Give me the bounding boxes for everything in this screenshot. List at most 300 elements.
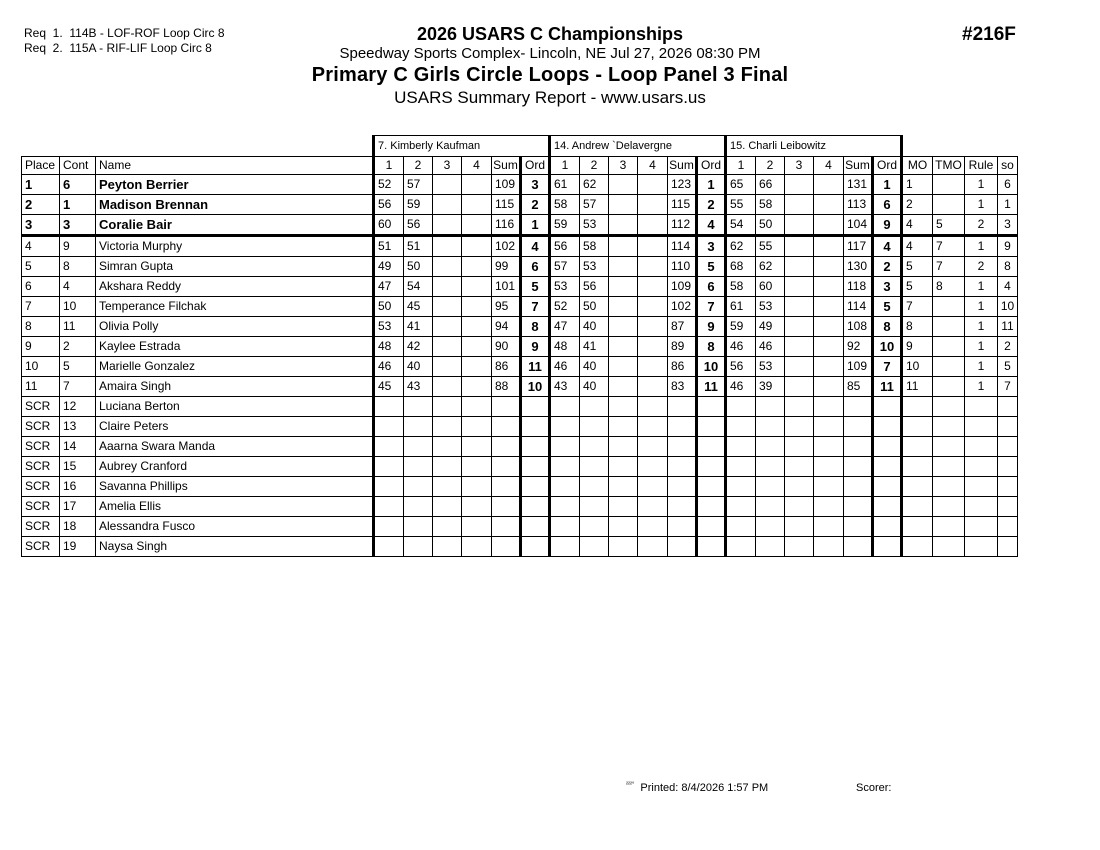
judge-2-score-cell: 58: [550, 195, 580, 215]
judge-2-score-cell: 40: [580, 317, 609, 337]
judge-2-ordinal-cell: [697, 517, 726, 537]
judge-3-score-cell: [785, 537, 814, 557]
table-row: [22, 417, 1018, 437]
judge-1-sum-cell: 102: [492, 236, 521, 257]
judge-2-sum-cell: [668, 537, 697, 557]
judge-1-score-cell: [462, 337, 492, 357]
tmo-cell: [933, 437, 965, 457]
judge-2-score-cell: [638, 397, 668, 417]
mo-cell: [902, 517, 933, 537]
contestant-number-cell: 3: [60, 215, 96, 236]
judge-3-score-cell: [726, 497, 756, 517]
judge-2-sum-cell: 109: [668, 277, 697, 297]
judge-3-score-cell: [814, 297, 844, 317]
judge-1-score-cell: 47: [374, 277, 404, 297]
judge-1-ordinal-cell: [521, 537, 550, 557]
table-row: [22, 477, 1018, 497]
so-cell: 10: [998, 297, 1018, 317]
judge-1-ordinal-cell: [521, 457, 550, 477]
judge-2-score-cell: [638, 497, 668, 517]
judge-1-score-cell: 59: [404, 195, 433, 215]
judge-3-score-cell: [814, 517, 844, 537]
judge-3-score-cell: [814, 337, 844, 357]
judge-3-score-cell: [756, 477, 785, 497]
judge-1-sum-cell: [492, 477, 521, 497]
tmo-cell: 7: [933, 236, 965, 257]
printed-date: Printed: 8/4/2026 1:57 PM: [640, 782, 769, 794]
judge-1-score-cell: [433, 337, 462, 357]
judge-2-score-cell: [609, 215, 638, 236]
so-cell: 6: [998, 175, 1018, 195]
judge-1-sum-cell: 101: [492, 277, 521, 297]
mo-cell: 8: [902, 317, 933, 337]
place-cell: SCR: [22, 477, 60, 497]
place-cell: 9: [22, 337, 60, 357]
judge-1-score-cell: [433, 397, 462, 417]
judge-1-sum-cell: 116: [492, 215, 521, 236]
skater-name-cell: Savanna Phillips: [96, 477, 374, 497]
judge-1-sum-cell: 88: [492, 377, 521, 397]
judge-1-score-cell: [433, 537, 462, 557]
judge-3-score-cell: [785, 297, 814, 317]
judge-3-score-cell: 55: [726, 195, 756, 215]
place-cell: 5: [22, 257, 60, 277]
skater-name-cell: Aubrey Cranford: [96, 457, 374, 477]
judge-3-score-cell: [756, 537, 785, 557]
judge-2-score-cell: [550, 417, 580, 437]
judge-3-sum-cell: 104: [844, 215, 873, 236]
judge-3-ordinal-cell: 7: [873, 357, 902, 377]
judge-3-score-cell: 39: [756, 377, 785, 397]
judge-2-score-cell: [638, 257, 668, 277]
judge-1-score-cell: [404, 537, 433, 557]
judge-3-sum-cell: [844, 397, 873, 417]
judge-1-score-cell: [462, 417, 492, 437]
judge-2-score-cell: [609, 357, 638, 377]
judge-1-sum-cell: [492, 437, 521, 457]
judge-2-score-cell: 48: [550, 337, 580, 357]
judge-3-ordinal-cell: 6: [873, 195, 902, 215]
judge-2-score-cell: 58: [580, 236, 609, 257]
judge-1-score-cell: [462, 397, 492, 417]
judge-2-ordinal-cell: [697, 457, 726, 477]
so-cell: 7: [998, 377, 1018, 397]
place-cell: 2: [22, 195, 60, 215]
rule-cell: [965, 497, 998, 517]
judge-2-ordinal-cell: 11: [697, 377, 726, 397]
col-j3-score-2: 2: [756, 157, 785, 175]
judge-3-score-cell: [756, 397, 785, 417]
judge-1-ordinal-cell: 7: [521, 297, 550, 317]
judge-1-score-cell: [433, 195, 462, 215]
col-j1-score-2: 2: [404, 157, 433, 175]
judge-1-score-cell: 46: [374, 357, 404, 377]
col-tmo: TMO: [933, 157, 965, 175]
table-row: [22, 236, 1018, 257]
skater-name-cell: Marielle Gonzalez: [96, 357, 374, 377]
mo-cell: 10: [902, 357, 933, 377]
judge-1-score-cell: [462, 277, 492, 297]
judge-1-score-cell: [462, 236, 492, 257]
judge-3-score-cell: 58: [756, 195, 785, 215]
col-name: Name: [96, 157, 374, 175]
judge-1-score-cell: [462, 175, 492, 195]
table-row: [22, 397, 1018, 417]
judge-1-score-cell: [433, 497, 462, 517]
judge-3-score-cell: [785, 437, 814, 457]
judge-2-sum-cell: [668, 477, 697, 497]
skater-name-cell: Peyton Berrier: [96, 175, 374, 195]
rule-cell: 1: [965, 195, 998, 215]
requirements-block: [24, 26, 225, 56]
judge-3-ordinal-cell: 9: [873, 215, 902, 236]
contestant-number-cell: 8: [60, 257, 96, 277]
rule-cell: [965, 397, 998, 417]
judge-1-score-cell: [462, 297, 492, 317]
judge-2-ordinal-cell: 2: [697, 195, 726, 215]
judge-1-score-cell: [404, 397, 433, 417]
judge-3-score-cell: [814, 236, 844, 257]
judge-3-score-cell: [814, 477, 844, 497]
judge-2-score-cell: 40: [580, 357, 609, 377]
rule-cell: 1: [965, 357, 998, 377]
so-cell: [998, 457, 1018, 477]
judge-1-sum-cell: [492, 497, 521, 517]
judge-3-score-cell: [785, 417, 814, 437]
judge-1-score-cell: 60: [374, 215, 404, 236]
contestant-number-cell: 19: [60, 537, 96, 557]
judge-3-score-cell: [814, 195, 844, 215]
table-row: [22, 277, 1018, 297]
table-row: [22, 215, 1018, 236]
judge-3-sum-cell: [844, 517, 873, 537]
judge-1-score-cell: 50: [404, 257, 433, 277]
judge-1-score-cell: [374, 417, 404, 437]
judge-2-score-cell: [609, 417, 638, 437]
place-cell: 3: [22, 215, 60, 236]
place-cell: SCR: [22, 517, 60, 537]
judge-2-ordinal-cell: [697, 477, 726, 497]
judge-1-score-cell: 49: [374, 257, 404, 277]
judge-3-sum-cell: 109: [844, 357, 873, 377]
so-cell: 5: [998, 357, 1018, 377]
mo-cell: 5: [902, 277, 933, 297]
results-table: [21, 135, 1018, 557]
contestant-number-cell: 9: [60, 236, 96, 257]
mo-cell: [902, 497, 933, 517]
mo-cell: 4: [902, 215, 933, 236]
judge-2-ordinal-cell: 10: [697, 357, 726, 377]
place-cell: SCR: [22, 397, 60, 417]
judge-3-score-cell: [814, 417, 844, 437]
judge-1-score-cell: [433, 236, 462, 257]
place-cell: 11: [22, 377, 60, 397]
contestant-number-cell: 5: [60, 357, 96, 377]
judge-1-score-cell: [462, 257, 492, 277]
judge-3-ordinal-cell: 1: [873, 175, 902, 195]
tmo-cell: [933, 195, 965, 215]
judge-3-score-cell: [756, 497, 785, 517]
judge-2-ordinal-cell: [697, 417, 726, 437]
judge-1-name: 7. Kimberly Kaufman: [374, 136, 550, 157]
so-cell: 2: [998, 337, 1018, 357]
judge-2-sum-cell: [668, 457, 697, 477]
judge-2-score-cell: [638, 297, 668, 317]
judge-1-sum-cell: [492, 517, 521, 537]
judge-1-score-cell: [462, 497, 492, 517]
judge-1-score-cell: [433, 377, 462, 397]
judge-2-score-cell: [609, 317, 638, 337]
judge-2-score-cell: [550, 537, 580, 557]
judge-3-ordinal-cell: [873, 517, 902, 537]
judge-1-score-cell: [404, 457, 433, 477]
judge-3-sum-cell: 114: [844, 297, 873, 317]
tmo-cell: [933, 477, 965, 497]
judge-1-score-cell: 40: [404, 357, 433, 377]
so-cell: 8: [998, 257, 1018, 277]
judge-1-score-cell: [462, 477, 492, 497]
judge-3-ordinal-cell: [873, 477, 902, 497]
report-header: [280, 24, 820, 108]
so-cell: [998, 437, 1018, 457]
judge-3-ordinal-cell: 2: [873, 257, 902, 277]
judge-2-ordinal-cell: 6: [697, 277, 726, 297]
judge-1-score-cell: [374, 497, 404, 517]
col-mo: MO: [902, 157, 933, 175]
mo-cell: [902, 477, 933, 497]
judge-3-score-cell: [756, 437, 785, 457]
judge-2-score-cell: [609, 517, 638, 537]
judge-3-score-cell: 68: [726, 257, 756, 277]
mo-cell: [902, 437, 933, 457]
tmo-cell: 5: [933, 215, 965, 236]
judge-1-score-cell: [462, 537, 492, 557]
judge-2-score-cell: [580, 517, 609, 537]
rule-cell: [965, 517, 998, 537]
judge-2-score-cell: 61: [550, 175, 580, 195]
judge-2-sum-cell: 123: [668, 175, 697, 195]
judge-1-score-cell: 42: [404, 337, 433, 357]
judge-2-score-cell: [638, 357, 668, 377]
judge-2-score-cell: [609, 397, 638, 417]
judge-3-score-cell: [814, 277, 844, 297]
judge-2-score-cell: [550, 517, 580, 537]
judge-1-sum-cell: [492, 537, 521, 557]
place-cell: 7: [22, 297, 60, 317]
judge-3-score-cell: [814, 497, 844, 517]
judge-2-score-cell: [638, 337, 668, 357]
table-row: [22, 337, 1018, 357]
judge-1-ordinal-cell: 11: [521, 357, 550, 377]
mo-cell: 11: [902, 377, 933, 397]
judge-3-sum-cell: 130: [844, 257, 873, 277]
contestant-number-cell: 7: [60, 377, 96, 397]
judge-1-sum-cell: 90: [492, 337, 521, 357]
mo-cell: 4: [902, 236, 933, 257]
judge-3-ordinal-cell: 3: [873, 277, 902, 297]
judge-2-score-cell: 52: [550, 297, 580, 317]
judge-1-score-cell: [404, 437, 433, 457]
judge-3-sum-cell: [844, 457, 873, 477]
judge-1-ordinal-cell: [521, 417, 550, 437]
judge-1-score-cell: 43: [404, 377, 433, 397]
judge-3-ordinal-cell: [873, 417, 902, 437]
col-j3-score-1: 1: [726, 157, 756, 175]
judge-3-score-cell: [814, 215, 844, 236]
judge-2-ordinal-cell: 4: [697, 215, 726, 236]
tmo-cell: [933, 517, 965, 537]
judge-3-score-cell: 54: [726, 215, 756, 236]
skater-name-cell: Simran Gupta: [96, 257, 374, 277]
judge-3-score-cell: [785, 215, 814, 236]
judge-1-ordinal-cell: 8: [521, 317, 550, 337]
judge-2-score-cell: [609, 297, 638, 317]
so-cell: 9: [998, 236, 1018, 257]
judge-2-score-cell: [609, 277, 638, 297]
judge-3-score-cell: [785, 357, 814, 377]
judge-2-score-cell: [638, 537, 668, 557]
tmo-cell: [933, 357, 965, 377]
judge-2-score-cell: [638, 457, 668, 477]
judge-1-score-cell: 51: [404, 236, 433, 257]
judge-3-score-cell: 62: [726, 236, 756, 257]
judge-1-score-cell: [433, 175, 462, 195]
judge-3-score-cell: 65: [726, 175, 756, 195]
judge-1-score-cell: [433, 517, 462, 537]
judge-1-ordinal-cell: 5: [521, 277, 550, 297]
judge-2-score-cell: [609, 195, 638, 215]
judge-2-score-cell: [638, 277, 668, 297]
contestant-number-cell: 17: [60, 497, 96, 517]
judge-2-score-cell: [638, 477, 668, 497]
skater-name-cell: Kaylee Estrada: [96, 337, 374, 357]
judge-3-ordinal-cell: 10: [873, 337, 902, 357]
mo-cell: 5: [902, 257, 933, 277]
judge-1-score-cell: 48: [374, 337, 404, 357]
judge-2-score-cell: [580, 497, 609, 517]
judge-3-ordinal-cell: [873, 537, 902, 557]
judge-1-score-cell: [433, 437, 462, 457]
skater-name-cell: Luciana Berton: [96, 397, 374, 417]
col-j1-score-1: 1: [374, 157, 404, 175]
judge-2-score-cell: [638, 417, 668, 437]
table-row: [22, 537, 1018, 557]
judge-3-score-cell: 66: [756, 175, 785, 195]
judge-1-score-cell: [433, 317, 462, 337]
judge-2-ordinal-cell: 3: [697, 236, 726, 257]
judge-3-score-cell: [785, 477, 814, 497]
skater-name-cell: Amaira Singh: [96, 377, 374, 397]
col-j2-score-3: 3: [609, 157, 638, 175]
judge-3-score-cell: [785, 517, 814, 537]
judge-2-score-cell: 56: [580, 277, 609, 297]
judge-3-score-cell: [814, 317, 844, 337]
judge-1-sum-cell: [492, 417, 521, 437]
contestant-number-cell: 13: [60, 417, 96, 437]
contestant-number-cell: 12: [60, 397, 96, 417]
rule-cell: [965, 477, 998, 497]
judge-2-sum-cell: 102: [668, 297, 697, 317]
judge-2-score-cell: 40: [580, 377, 609, 397]
judge-3-score-cell: [726, 517, 756, 537]
rule-cell: [965, 417, 998, 437]
judge-3-score-cell: [814, 437, 844, 457]
judge-2-ordinal-cell: [697, 437, 726, 457]
table-row: [22, 517, 1018, 537]
skater-name-cell: Naysa Singh: [96, 537, 374, 557]
report-subtitle: USARS Summary Report - www.usars.us: [394, 88, 706, 107]
judge-3-score-cell: [814, 257, 844, 277]
judge-2-sum-cell: 86: [668, 357, 697, 377]
judge-3-score-cell: [756, 457, 785, 477]
judge-1-score-cell: [433, 257, 462, 277]
judge-1-score-cell: [404, 477, 433, 497]
table-row: [22, 195, 1018, 215]
judge-2-sum-cell: 112: [668, 215, 697, 236]
judge-2-score-cell: [580, 397, 609, 417]
judge-2-score-cell: [609, 497, 638, 517]
judge-1-score-cell: [374, 437, 404, 457]
tmo-cell: 8: [933, 277, 965, 297]
place-cell: 4: [22, 236, 60, 257]
contestant-number-cell: 4: [60, 277, 96, 297]
judge-3-score-cell: [814, 537, 844, 557]
column-header-row: [22, 157, 1018, 175]
judge-2-score-cell: [580, 437, 609, 457]
judge-2-name: 14. Andrew `Delavergne: [550, 136, 726, 157]
judge-1-sum-cell: 99: [492, 257, 521, 277]
judge-3-score-cell: [726, 537, 756, 557]
col-j1-score-3: 3: [433, 157, 462, 175]
table-row: [22, 297, 1018, 317]
judge-1-sum-cell: 109: [492, 175, 521, 195]
contestant-number-cell: 11: [60, 317, 96, 337]
judge-3-ordinal-cell: 4: [873, 236, 902, 257]
skater-name-cell: Temperance Filchak: [96, 297, 374, 317]
judge-1-score-cell: [433, 477, 462, 497]
place-cell: SCR: [22, 417, 60, 437]
judge-2-score-cell: [638, 175, 668, 195]
contestant-number-cell: 16: [60, 477, 96, 497]
judge-1-score-cell: [404, 517, 433, 537]
rule-cell: [965, 457, 998, 477]
judge-3-score-cell: [756, 517, 785, 537]
print-info: [626, 782, 768, 794]
tmo-cell: 7: [933, 257, 965, 277]
tmo-cell: [933, 337, 965, 357]
judge-2-score-cell: [550, 437, 580, 457]
judge-1-score-cell: 54: [404, 277, 433, 297]
judge-3-score-cell: 53: [756, 297, 785, 317]
judge-2-score-cell: [580, 477, 609, 497]
judge-1-score-cell: 52: [374, 175, 404, 195]
judge-2-score-cell: 41: [580, 337, 609, 357]
judge-2-score-cell: [609, 236, 638, 257]
tmo-cell: [933, 537, 965, 557]
place-cell: 1: [22, 175, 60, 195]
judge-3-score-cell: 58: [726, 277, 756, 297]
judge-3-score-cell: 59: [726, 317, 756, 337]
col-j2-ord: Ord: [697, 157, 726, 175]
judge-3-sum-cell: 113: [844, 195, 873, 215]
place-cell: 10: [22, 357, 60, 377]
scorer-label: Scorer:: [856, 782, 892, 794]
judge-3-score-cell: 50: [756, 215, 785, 236]
judge-3-ordinal-cell: [873, 457, 902, 477]
judge-1-score-cell: [374, 477, 404, 497]
judge-1-score-cell: 51: [374, 236, 404, 257]
contestant-number-cell: 18: [60, 517, 96, 537]
